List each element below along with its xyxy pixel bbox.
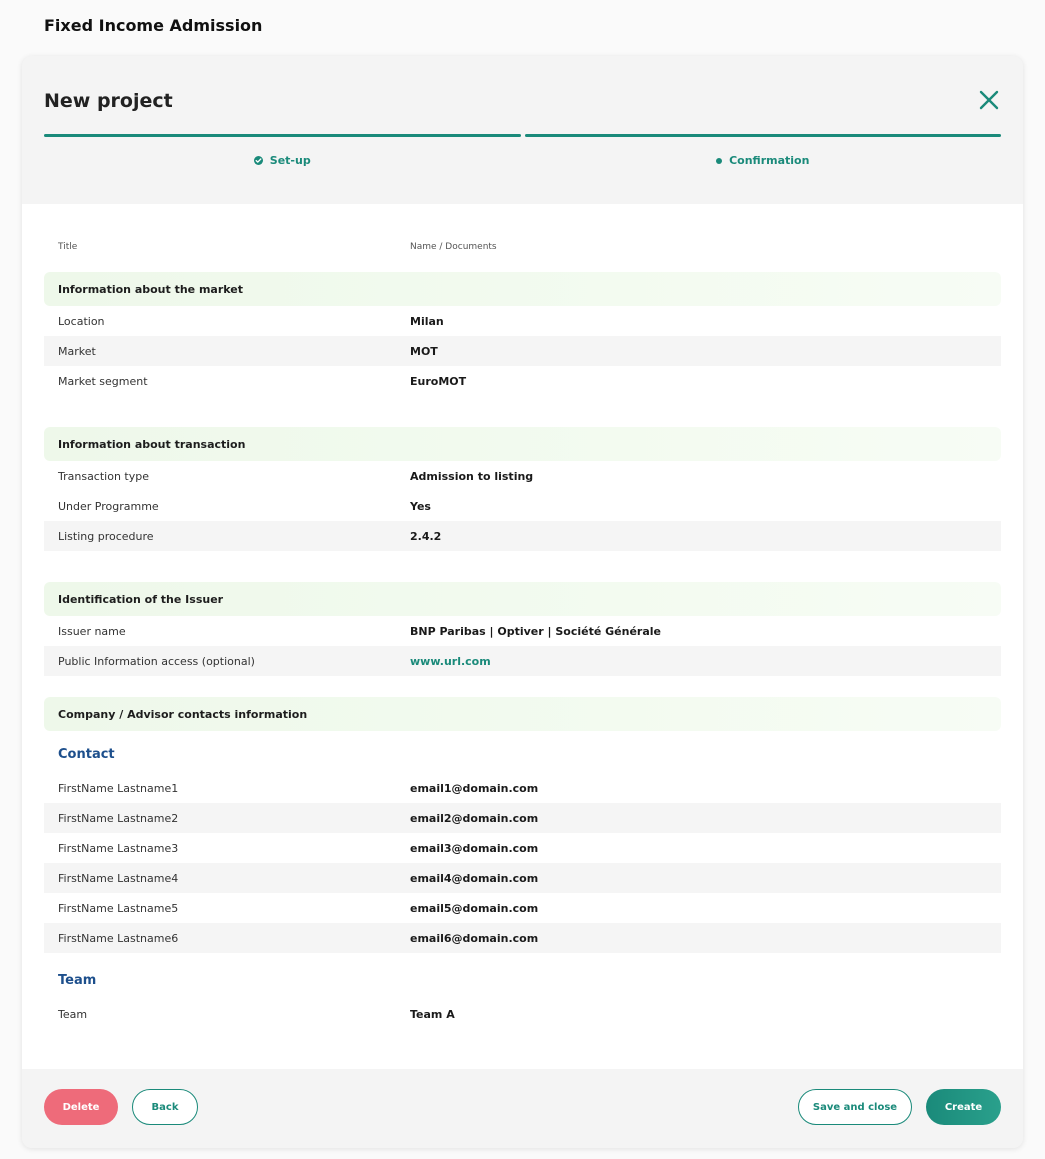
table-row	[44, 923, 1001, 953]
check-circle-icon	[254, 156, 263, 165]
row-value: email6@domain.com	[410, 931, 539, 945]
row-value: email1@domain.com	[410, 781, 539, 795]
step-setup[interactable]	[44, 134, 521, 169]
row-label: Transaction type	[58, 469, 149, 483]
contact-subheading: Contact	[58, 746, 115, 762]
row-label: Public Information access (optional)	[58, 654, 255, 668]
section-contacts	[44, 697, 1001, 1029]
back-button[interactable]: Back	[132, 1089, 198, 1125]
section-transaction-title: Information about transaction	[44, 427, 1001, 461]
row-label: Location	[58, 314, 105, 328]
row-label: Team	[58, 1007, 88, 1021]
modal-header	[22, 56, 1023, 204]
row-label: Market	[58, 344, 96, 358]
create-button[interactable]: Create	[926, 1089, 1001, 1125]
stepper	[44, 134, 1001, 169]
step-setup-label: Set-up	[269, 154, 311, 167]
close-icon	[977, 88, 1001, 112]
col-value-header: Name / Documents	[410, 242, 497, 252]
row-value: email3@domain.com	[410, 841, 539, 855]
row-label: Under Programme	[58, 499, 159, 513]
section-market-title: Information about the market	[44, 272, 1001, 306]
col-title-header: Title	[58, 242, 78, 252]
table-row	[44, 863, 1001, 893]
dot-icon	[716, 158, 722, 164]
row-label: FirstName Lastname1	[58, 781, 179, 795]
row-label: FirstName Lastname2	[58, 811, 179, 825]
row-value: email2@domain.com	[410, 811, 539, 825]
table-row	[44, 833, 1001, 863]
team-subheading: Team	[58, 972, 97, 988]
row-value: email4@domain.com	[410, 871, 539, 885]
table-row	[44, 999, 1001, 1029]
table-row	[44, 366, 1001, 396]
table-row	[44, 646, 1001, 676]
row-label: FirstName Lastname4	[58, 871, 179, 885]
step-setup-bar	[44, 134, 521, 137]
row-value: Team A	[410, 1007, 455, 1021]
row-label: Issuer name	[58, 624, 126, 638]
modal-footer	[22, 1069, 1023, 1148]
row-value: MOT	[410, 344, 438, 358]
row-label: Listing procedure	[58, 529, 154, 543]
contact-list	[44, 773, 1001, 953]
row-label: FirstName Lastname5	[58, 901, 179, 915]
row-label: FirstName Lastname6	[58, 931, 179, 945]
public-info-link[interactable]: www.url.com	[410, 654, 491, 668]
table-row	[44, 616, 1001, 646]
delete-button[interactable]: Delete	[44, 1089, 118, 1125]
table-row	[44, 491, 1001, 521]
close-button[interactable]	[977, 88, 1001, 112]
table-header	[44, 204, 1001, 252]
row-value: Milan	[410, 314, 444, 328]
save-and-close-button[interactable]: Save and close	[798, 1089, 912, 1125]
row-value: email5@domain.com	[410, 901, 539, 915]
page-title: Fixed Income Admission	[44, 16, 263, 35]
section-market	[44, 272, 1001, 396]
table-row	[44, 461, 1001, 491]
step-confirmation-bar	[525, 134, 1002, 137]
step-confirmation[interactable]	[525, 134, 1002, 169]
modal-title: New project	[44, 90, 173, 112]
step-confirmation-label: Confirmation	[729, 154, 810, 167]
section-issuer-title: Identification of the Issuer	[44, 582, 1001, 616]
table-row	[44, 773, 1001, 803]
row-label: FirstName Lastname3	[58, 841, 179, 855]
modal-body	[22, 204, 1023, 1069]
table-row	[44, 521, 1001, 551]
section-transaction	[44, 427, 1001, 551]
table-row	[44, 306, 1001, 336]
table-row	[44, 803, 1001, 833]
row-value: 2.4.2	[410, 529, 442, 543]
section-issuer	[44, 582, 1001, 676]
row-value: BNP Paribas | Optiver | Société Générale	[410, 624, 662, 638]
row-value: Yes	[410, 499, 431, 513]
new-project-modal	[22, 56, 1023, 1148]
row-value: EuroMOT	[410, 374, 467, 388]
table-row	[44, 336, 1001, 366]
row-label: Market segment	[58, 374, 148, 388]
row-value: Admission to listing	[410, 469, 534, 483]
table-row	[44, 893, 1001, 923]
section-contacts-title: Company / Advisor contacts information	[44, 697, 1001, 731]
